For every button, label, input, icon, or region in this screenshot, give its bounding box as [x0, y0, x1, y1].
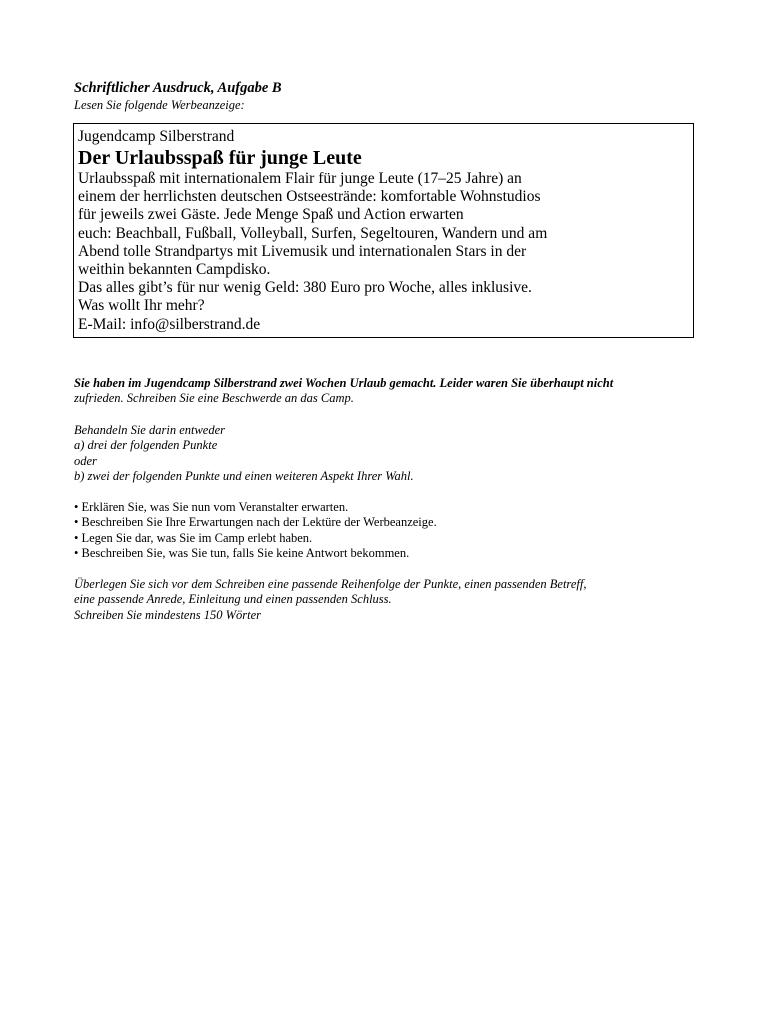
ad-text-line: Abend tolle Strandpartys mit Livemusik und internationalen Stars in der — [78, 242, 527, 260]
instruction-or: oder — [74, 453, 97, 468]
ad-email-line: E-Mail: info@silberstrand.de — [78, 315, 261, 333]
ad-text-line: einem der herrlichsten deutschen Ostseestrände: komfortable Wohnstudios — [78, 188, 541, 206]
bullet-item: • Legen Sie dar, was Sie im Camp erlebt haben. — [74, 530, 313, 545]
closing-line: eine passende Anrede, Einleitung und einen passenden Schluss. — [74, 592, 392, 607]
bullet-item: • Beschreiben Sie, was Sie tun, falls Sie keine Antwort bekommen. — [74, 545, 410, 560]
bullet-item: • Erklären Sie, was Sie nun vom Veranstalter erwarten. — [74, 500, 349, 514]
bullet-list — [74, 500, 437, 561]
situation-bold-text: Sie haben im Jugendcamp Silberstrand zwei Wochen Urlaub gemacht. Leider waren Sie überhaupt nicht — [74, 376, 614, 390]
ad-text-line: Das alles gibt’s für nur wenig Geld: 380 Euro pro Woche, alles inklusive. — [78, 279, 532, 297]
advertisement-box — [73, 123, 694, 338]
instructions-block — [74, 423, 414, 484]
instruction-option-b: b) zwei der folgenden Punkte und einen weiteren Aspekt Ihrer Wahl. — [74, 468, 414, 483]
bullet-item: • Beschreiben Sie Ihre Erwartungen nach der Lektüre der Werbeanzeige. — [74, 515, 437, 530]
ad-text-line: Was wollt Ihr mehr? — [78, 297, 205, 315]
ad-headline: Der Urlaubsspaß für junge Leute — [78, 147, 362, 169]
closing-instructions — [74, 577, 586, 623]
task-subheading: Lesen Sie folgende Werbeanzeige: — [74, 98, 245, 112]
ad-text-line: euch: Beachball, Fußball, Volleyball, Surfen, Segeltouren, Wandern und am — [78, 224, 548, 242]
ad-text-line: für jeweils zwei Gäste. Jede Menge Spaß und Action erwarten — [78, 206, 464, 224]
closing-line: Überlegen Sie sich vor dem Schreiben eine passende Reihenfolge der Punkte, einen passenden Betreff, — [74, 577, 587, 591]
word-count-requirement: Schreiben Sie mindestens 150 Wörter — [74, 607, 261, 622]
situation-paragraph — [74, 376, 613, 407]
task-heading: Schriftlicher Ausdruck, Aufgabe B — [74, 80, 282, 96]
ad-text-line: Urlaubsspaß mit internationalem Flair für junge Leute (17–25 Jahre) an — [78, 170, 522, 187]
ad-camp-name: Jugendcamp Silberstrand — [78, 128, 235, 145]
instruction-option-a: a) drei der folgenden Punkte — [74, 438, 218, 453]
instruction-line: Behandeln Sie darin entweder — [74, 423, 226, 437]
situation-text: zufrieden. Schreiben Sie eine Beschwerde an das Camp. — [74, 391, 354, 406]
ad-text-line: weithin bekannten Campdisko. — [78, 261, 271, 279]
